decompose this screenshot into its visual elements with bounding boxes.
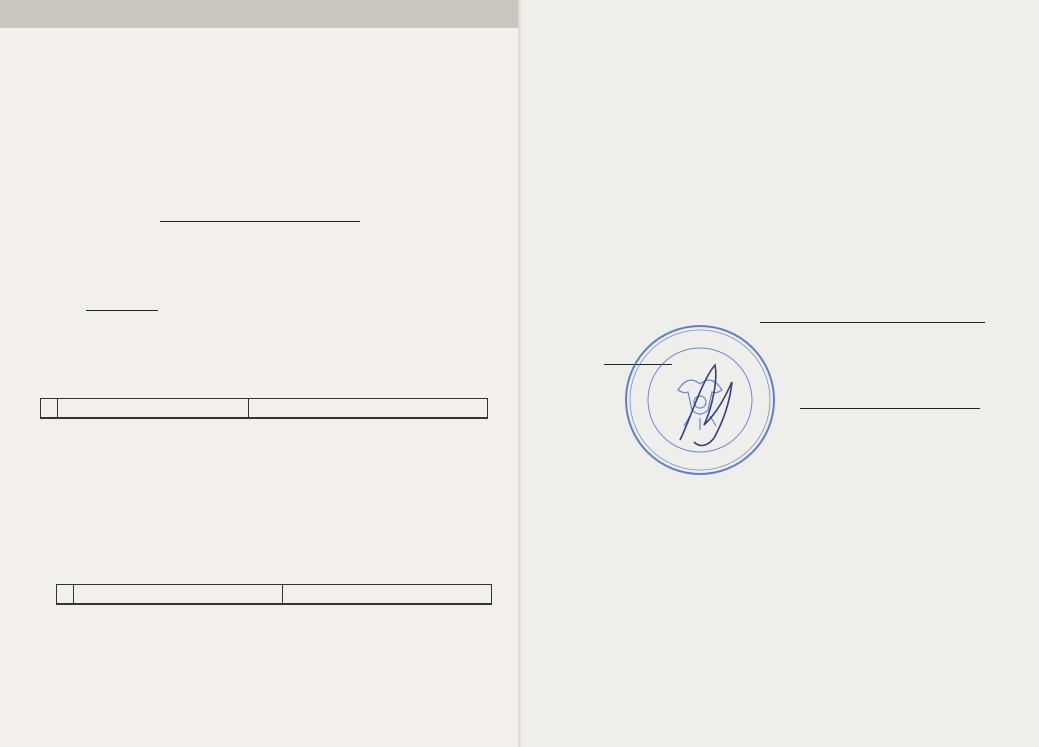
signature-scribble [680,365,732,445]
header-table [40,398,488,419]
header-num [58,418,249,419]
header-cell [58,399,249,418]
page-fold [518,0,521,747]
org-name-caption [160,221,360,223]
barcode-image [36,56,156,88]
row-value [283,585,492,604]
page-left [0,28,520,747]
signer-name [800,408,980,409]
left-date-month [86,310,158,311]
row-num [57,585,74,604]
official-stamp [620,320,780,480]
header-cell [249,399,488,418]
form-label [369,65,378,77]
row-name [74,585,283,604]
sec2-table [56,584,492,605]
sec2-subheader [57,604,492,605]
authority-line2 [760,322,985,323]
header-cell [41,399,58,418]
header-num [41,418,58,419]
header-num [249,418,488,419]
